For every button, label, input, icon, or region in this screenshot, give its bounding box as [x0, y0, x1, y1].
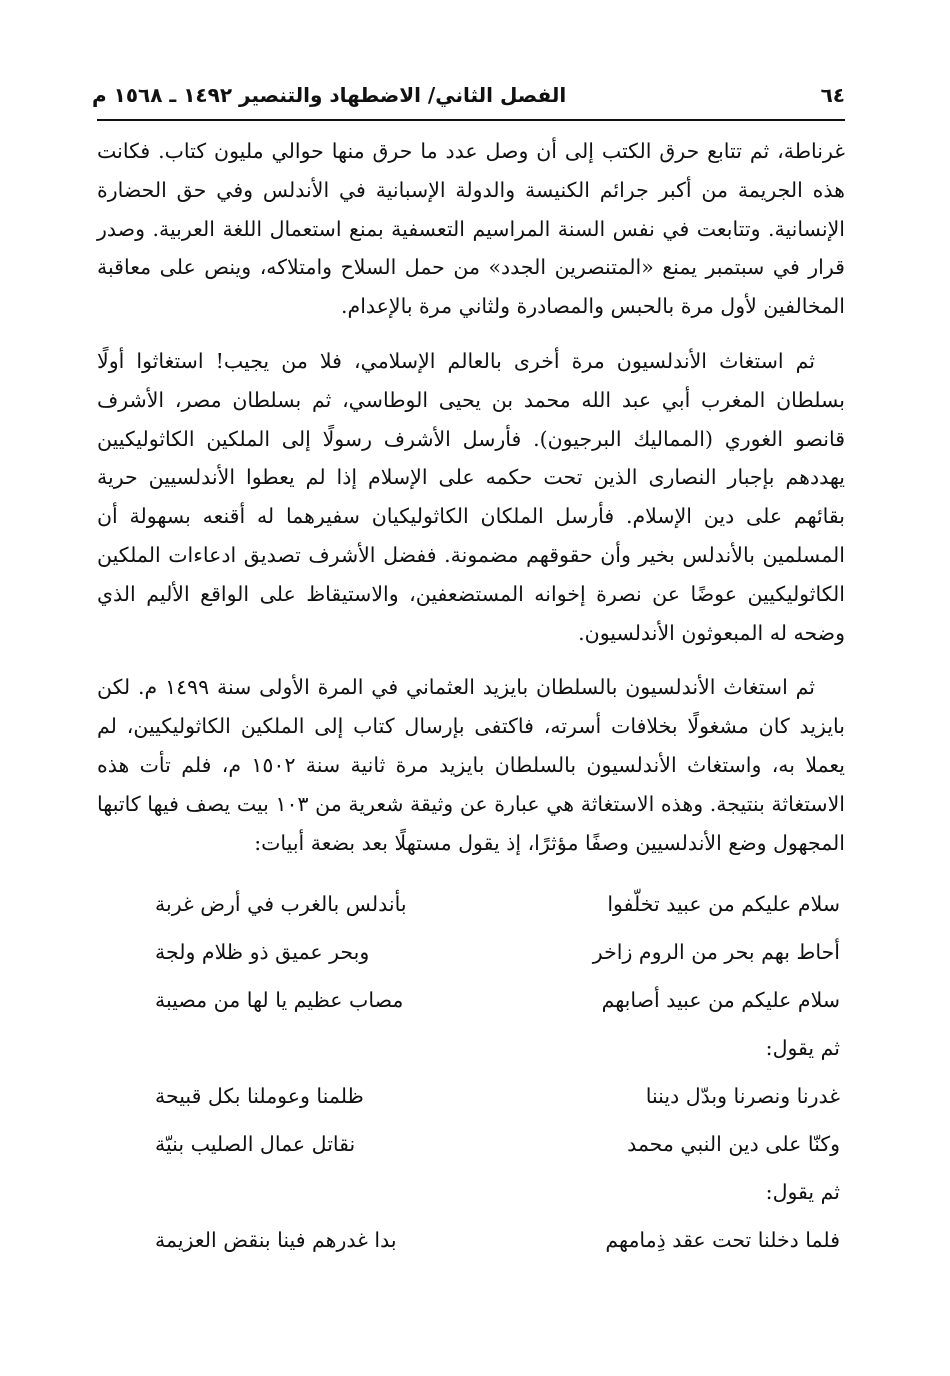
paragraph-1: غرناطة، ثم تتابع حرق الكتب إلى أن وصل عدد ما حرق منها حوالي مليون كتاب. فكانت هذه الجريمة من أكبر جرائم الكنيسة والدولة الإسبانية في الأندلس وفي حق الحضارة الإنسانية. وتتابعت في نفس السنة المراسيم التعسفية بمنع استعمال اللغة العربية. وصدر قرار في سبتمبر يمنع «المتنصرين الجدد» من حمل السلاح وامتلاكه، وينص على معاقبة المخالفين لأول مرة بالحبس والمصادرة ولثاني مرة بالإعدام.	[97, 139, 845, 319]
verse-first-hemistich: سلام عليكم من عبيد تخلّفوا	[607, 892, 840, 917]
verse-row	[97, 976, 845, 1024]
verse-row	[97, 880, 845, 928]
verse-second-hemistich: بدا غدرهم فينا بنقض العزيمة	[155, 1228, 397, 1253]
body-text	[97, 132, 845, 1264]
verse-second-hemistich: مصاب عظيم يا لها من مصيبة	[155, 988, 404, 1013]
verse-second-hemistich: وبحر عميق ذو ظلام ولجة	[155, 940, 370, 965]
running-head	[92, 78, 845, 112]
poem	[97, 880, 845, 1264]
verse-first-hemistich: غدرنا ونصرنا وبدّل ديننا	[645, 1084, 840, 1109]
verse-first-hemistich: أحاط بهم بحر من الروم زاخر	[592, 940, 840, 965]
header-rule	[97, 119, 845, 121]
verse-first-hemistich: وكنّا على دين النبي محمد	[627, 1132, 840, 1157]
poem-intro: ثم يقول:	[765, 1036, 840, 1061]
paragraph-2: ثم استغاث الأندلسيون مرة أخرى بالعالم الإسلامي، فلا من يجيب! استغاثوا أولًا بسلطان المغرب أبي عبد الله محمد بن يحيى الوطاسي، ثم بسلطان مصر، الأشرف قانصو الغوري (المماليك البرجيون). فأرسل الأشرف رسولًا إلى الملكين الكاثوليكيين يهددهم بإجبار النصارى الذين تحت حكمه على الإسلام إذا لم يعطوا الأندلسيين حرية بقائهم على دين الإسلام. فأرسل الملكان الكاثوليكيان سفيرهما له أقنعه بسهولة أن المسلمين بالأندلس بخير وأن حقوقهم مضمونة. ففضل الأشرف تصديق ادعاءات الملكين الكاثوليكيين عوضًا عن نصرة إخوانه المستضعفين، والاستيقاظ على الواقع الأليم الذي وضحه له المبعوثون الأندلسيون.	[97, 348, 845, 645]
verse-second-hemistich: نقاتل عمال الصليب بنيّة	[155, 1132, 356, 1157]
poem-intro: ثم يقول:	[765, 1180, 840, 1205]
verse-row	[97, 928, 845, 976]
verse-row	[97, 1216, 845, 1264]
paragraph-3: ثم استغاث الأندلسيون بالسلطان بايزيد العثماني في المرة الأولى سنة ١٤٩٩ م. لكن بايزيد كان مشغولًا بخلافات أسرته، فاكتفى بإرسال كتاب إلى الملكين الكاثوليكيين، لم يعملا به، واستغاث الأندلسيون بالسلطان بايزيد مرة ثانية سنة ١٥٠٢ م، فلم تأت هذه الاستغاثة بنتيجة. وهذه الاستغاثة هي عبارة عن وثيقة شعرية من ١٠٣ بيت يصف فيها كاتبها المجهول وضع الأندلسيين وصفًا مؤثرًا، إذ يقول مستهلًا بعد بضعة أبيات:	[97, 675, 846, 855]
chapter-title: الفصل الثاني/ الاضطهاد والتنصير ١٤٩٢ ـ ١٥٦٨ م	[92, 83, 567, 107]
verse-first-hemistich: فلما دخلنا تحت عقد ذِمامهم	[605, 1228, 840, 1253]
page-number: ٦٤	[820, 83, 845, 107]
verse-first-hemistich: سلام عليكم من عبيد أصابهم	[601, 988, 840, 1013]
verse-row	[97, 1072, 845, 1120]
verse-second-hemistich: ظلمنا وعوملنا بكل قبيحة	[155, 1084, 364, 1109]
verse-second-hemistich: بأندلس بالغرب في أرض غربة	[155, 892, 407, 917]
verse-row	[97, 1120, 845, 1168]
